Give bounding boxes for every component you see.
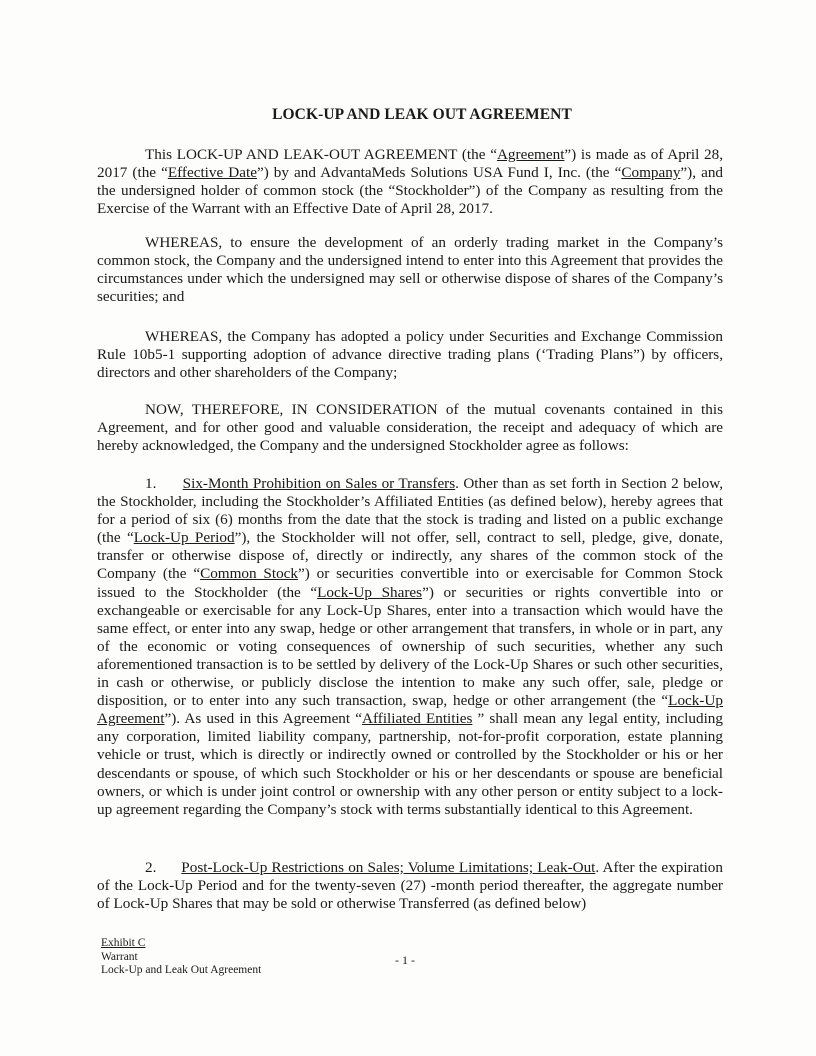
intro-paragraph (97, 146, 723, 218)
whereas-text-2: WHEREAS, the Company has adopted a policy under Securities and Exchange Commission Rule 10b5-1 supporting adoption of advance directive trading plans (‘Trading Plans”) by officers, directors and other shareholders of the Company; (97, 328, 723, 382)
section-1-text-5: ”). As used in this Agreement “ (164, 710, 363, 728)
section-1-text-6: ” shall mean any legal entity, including any corporation, limited liability company, partnership, not-for-profit corporation, estate planning vehicle or trust, which is directly or indirectly owned or controlled by the Stockholder or his or her descendants or spouse, of which such Stockholder or his or her descendants or spouse are beneficial owners, or which is under joint control or ownership with any other person or entity subject to a lock-up agreement regarding the Company’s stock with terms substantially identical to this Agreement. (97, 710, 723, 818)
whereas-paragraph-1 (97, 234, 723, 306)
footer-agreement-name: Lock-Up and Leak Out Agreement (101, 964, 262, 976)
section-2-text-1: . After the expiration of the Lock-Up Period and for the twenty-seven (27) -month period thereafter, the aggregate number of Lock-Up Shares that may be sold or otherwise Transferred (as defined below) (97, 859, 723, 913)
section-2-paragraph (97, 859, 723, 913)
document-title: LOCK-UP AND LEAK OUT AGREEMENT (272, 106, 572, 123)
section-1-number: 1. (145, 475, 157, 492)
section-1-heading: Six-Month Prohibition on Sales or Transfers (182, 475, 456, 492)
defined-term-affiliated-entities: Affiliated Entities (362, 710, 473, 728)
defined-term-company: Company (621, 164, 681, 182)
section-1-text-2: ”), the Stockholder will not offer, sell, contract to sell, pledge, give, donate, transfer or otherwise dispose of, directly or indirectly, any shares of the common stock of the Company (the “ (97, 529, 724, 583)
footer-label (101, 937, 261, 978)
defined-term-effective-date: Effective Date (167, 164, 257, 182)
footer-warrant: Warrant (101, 950, 138, 963)
section-2-heading: Post-Lock-Up Restrictions on Sales; Volume Limitations; Leak-Out (181, 859, 596, 876)
intro-text-1: This LOCK-UP AND LEAK-OUT AGREEMENT (the “ (145, 146, 497, 163)
page-number: - 1 - (395, 953, 415, 967)
section-1-text-4: ”) or securities or rights convertible into or exchangeable or exercisable for any Lock-Up Shares, enter into a transaction which would have the same effect, or enter into any swap, hedge or other arrangement that transfers, in whole or in part, any of the economic or voting consequences of ownership of such securities, whether any such aforementioned transaction is to be settled by delivery of the Lock-Up Shares or such other securities, in cash or otherwise, or publicly disclose the intention to make any such offer, sale, pledge or disposition, or to enter into any such transaction, swap, hedge or other arrangement (the “ (97, 583, 723, 710)
now-therefore-paragraph (97, 401, 723, 455)
defined-term-common-stock: Common Stock (200, 565, 299, 583)
defined-term-lock-up-shares: Lock-Up Shares (317, 583, 423, 601)
now-therefore-text: NOW, THEREFORE, IN CONSIDERATION of the mutual covenants contained in this Agreement, and for other good and valuable consideration, the receipt and adequacy of which are hereby acknowledged, the Company and the undersigned Stockholder agree as follows: (97, 401, 723, 455)
defined-term-agreement: Agreement (496, 146, 565, 163)
section-1-text-3: ”) or securities convertible into or exercisable for Common Stock issued to the Stockholder (the “ (97, 565, 723, 601)
section-1-paragraph (97, 475, 723, 819)
section-1-text-1: . Other than as set forth in Section 2 below, the Stockholder, including the Stockholder’s Affiliated Entities (as defined below), hereby agrees that for a period of six (6) months from the date that the stock is trading and listed on a public exchange (the “ (97, 475, 724, 547)
defined-term-lock-up-period: Lock-Up Period (133, 529, 235, 547)
intro-text-4: ”), and the undersigned holder of common stock (the “Stockholder”) of the Company as resulting from the Exercise of the Warrant with an Effective Date of April 28, 2017. (97, 164, 724, 218)
whereas-text-1: WHEREAS, to ensure the development of an orderly trading market in the Company’s common stock, the Company and the undersigned intend to enter into this Agreement that provides the circumstances under which the undersigned may sell or otherwise dispose of shares of the Company’s securities; and (97, 234, 723, 306)
whereas-paragraph-2 (97, 328, 723, 382)
intro-text-3: ”) by and AdvantaMeds Solutions USA Fund I, Inc. (the “ (256, 164, 622, 182)
footer-exhibit: Exhibit C (101, 937, 146, 949)
section-2-number: 2. (145, 859, 157, 876)
intro-text-2: ”) is made as of April 28, 2017 (the “ (97, 146, 723, 182)
defined-term-lock-up-agreement: Lock-Up Agreement (97, 692, 723, 728)
